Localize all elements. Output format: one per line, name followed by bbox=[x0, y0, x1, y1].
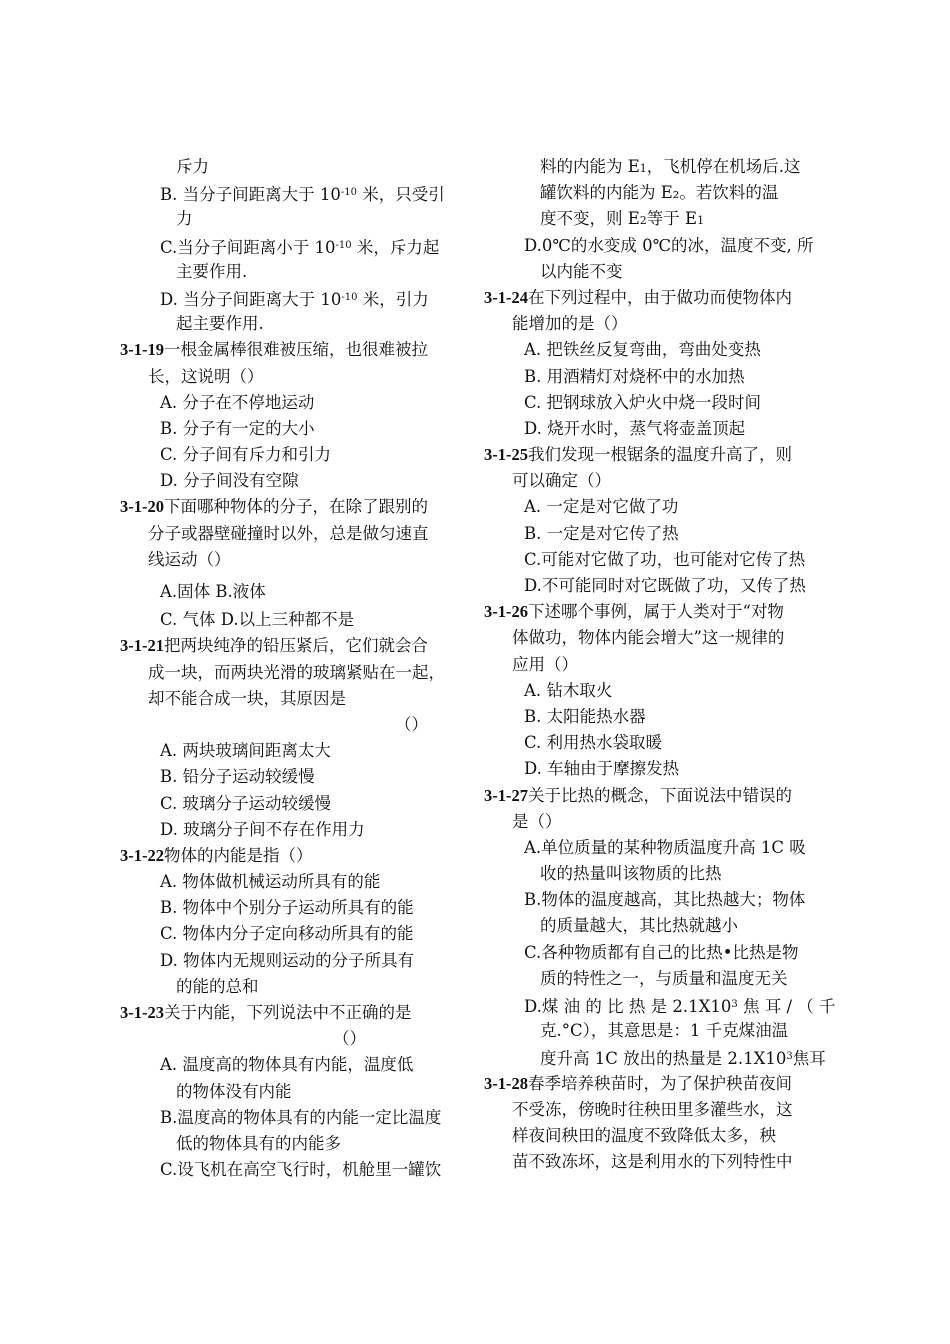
question-number: 3-1-26 bbox=[484, 602, 528, 622]
option-b: B. 铅分子运动较缓慢 bbox=[160, 767, 315, 787]
text-span: 度升高 1C 放出的热量是 2.1X10 bbox=[540, 1049, 787, 1069]
question-text: 把两块纯净的铅压紧后，它们就会合 bbox=[164, 636, 428, 656]
question-text: 下面哪种物体的分子，在除了跟别的 bbox=[164, 497, 428, 517]
question-number: 3-1-23 bbox=[120, 1003, 164, 1022]
question-number: 3-1-22 bbox=[120, 845, 164, 865]
text-line: 应用（） bbox=[512, 654, 578, 674]
text-line: 苗不致冻坏，这是利用水的下列特性中 bbox=[512, 1152, 793, 1172]
option-line bbox=[120, 233, 472, 259]
left-column bbox=[120, 154, 472, 1183]
option-d: D. 物体内无规则运动的分子所具有 bbox=[160, 950, 415, 970]
exponent: -10 bbox=[335, 239, 352, 251]
text-line: 低的物体具有的内能多 bbox=[176, 1133, 341, 1153]
subscript: 1 bbox=[639, 162, 647, 175]
text-line: 斥力 bbox=[176, 157, 209, 176]
exponent: 3 bbox=[786, 1051, 793, 1063]
text-span: D.煤 油 的 比 热 是 2.1X10 bbox=[524, 997, 732, 1016]
option-text: C.当分子间距离小于 10 bbox=[160, 237, 336, 257]
text-line: 不受冻，傍晚时往秧田里多灌些水，这 bbox=[512, 1099, 793, 1119]
option-text: 米，只受引 bbox=[356, 185, 445, 205]
question-number: 3-1-20 bbox=[120, 497, 164, 517]
option-a: A. 一定是对它做了功 bbox=[524, 497, 679, 517]
question-number: 3-1-28 bbox=[484, 1073, 528, 1093]
exponent: -10 bbox=[341, 291, 358, 303]
option-c: C. 分子间有斥力和引力 bbox=[160, 445, 332, 465]
option-cd: C. 气体 D.以上三种都不是 bbox=[160, 610, 355, 630]
option-a: A. 两块玻璃间距离太大 bbox=[160, 741, 331, 761]
text-line: 长，这说明（） bbox=[148, 366, 264, 386]
option-c: C. 把钢球放入炉火中烧一段时间 bbox=[524, 392, 762, 412]
option-line bbox=[120, 180, 472, 206]
text-span: 焦 耳 / （ 千 bbox=[737, 997, 836, 1016]
question-3-1-27 bbox=[484, 783, 830, 809]
text-line: 体做功，物体内能会增大”这一规律的 bbox=[512, 628, 785, 648]
text-line: 分子或器壁碰撞时以外，总是做匀速直 bbox=[148, 523, 429, 543]
option-a: A. 温度高的物体具有内能，温度低 bbox=[160, 1055, 414, 1075]
text-line bbox=[484, 1044, 830, 1070]
subscript: 1 bbox=[697, 214, 705, 228]
question-3-1-22 bbox=[120, 843, 472, 869]
option-c: C. 利用热水袋取暖 bbox=[524, 733, 663, 753]
option-text: B. 当分子间距离大于 10 bbox=[160, 185, 341, 205]
text-span: 等于 E bbox=[646, 209, 698, 229]
right-column bbox=[484, 154, 836, 1175]
option-d: D.0℃的水变成 0℃的冰，温度不变, 所 bbox=[524, 235, 814, 255]
text-line: 的能的总和 bbox=[176, 976, 259, 996]
option-c: C.各种物质都有自己的比热•比热是物 bbox=[524, 942, 799, 962]
question-3-1-26 bbox=[484, 599, 830, 625]
question-text: 春季培养秧苗时，为了保护秧苗夜间 bbox=[528, 1073, 792, 1093]
question-text: 关于内能，下列说法中不正确的是 bbox=[164, 1003, 412, 1022]
option-d bbox=[484, 992, 836, 1018]
option-b: B.温度高的物体具有的内能一定比温度 bbox=[160, 1107, 442, 1127]
text-line: 罐饮料的内能为 E₂。若饮料的温 bbox=[540, 183, 779, 203]
text-span: 度不变，则 E bbox=[540, 209, 640, 229]
question-3-1-25 bbox=[484, 442, 830, 468]
question-text: 一根金属棒很难被压缩，也很难被拉 bbox=[164, 340, 428, 360]
question-text: 物体的内能是指（） bbox=[164, 845, 313, 865]
option-d: D. 分子间没有空隙 bbox=[160, 471, 299, 491]
question-text: 关于比热的概念，下面说法中错误的 bbox=[528, 785, 792, 805]
question-number: 3-1-24 bbox=[484, 287, 528, 307]
text-line bbox=[484, 206, 830, 232]
option-a: A. 把铁丝反复弯曲，弯曲处变热 bbox=[524, 340, 761, 360]
option-d: D. 烧开水时，蒸气将壶盖顶起 bbox=[524, 418, 746, 438]
subscript: 2 bbox=[639, 214, 647, 228]
option-a: A.单位质量的某种物质温度升高 1C 吸 bbox=[524, 837, 806, 857]
text-line: 收的热量叫该物质的比热 bbox=[540, 864, 722, 884]
option-line bbox=[120, 285, 472, 311]
text-line: 是（） bbox=[512, 811, 562, 831]
question-3-1-24 bbox=[484, 285, 830, 311]
text-line: 质的特性之一，与质量和温度无关 bbox=[540, 968, 788, 988]
question-3-1-28 bbox=[484, 1071, 830, 1097]
question-3-1-21 bbox=[120, 633, 472, 659]
text-span: 焦耳 bbox=[792, 1049, 826, 1069]
option-d: D. 玻璃分子间不存在作用力 bbox=[160, 819, 365, 839]
text-line: 线运动（） bbox=[148, 549, 231, 569]
question-text: 在下列过程中，由于做功而使物体内 bbox=[528, 287, 792, 307]
text-line bbox=[484, 154, 830, 180]
text-span: 料的内能为 E bbox=[540, 157, 640, 176]
option-text: 米，斥力起 bbox=[351, 237, 440, 257]
text-line: 成一块，而两块光滑的玻璃紧贴在一起， bbox=[148, 662, 445, 682]
option-d: D.不可能同时对它既做了功，又传了热 bbox=[524, 576, 806, 595]
text-line: 的物体没有内能 bbox=[176, 1081, 292, 1101]
text-line: 起主要作用. bbox=[176, 314, 264, 334]
text-line: 克.°C），其意思是：1 千克煤油温 bbox=[540, 1021, 789, 1041]
option-c: C.设飞机在高空飞行时，机舱里一罐饮 bbox=[160, 1160, 442, 1180]
question-text: 下述哪个事例，属于人类对于“对物 bbox=[528, 602, 784, 622]
text-line: 以内能不变 bbox=[540, 261, 623, 281]
option-a: A. 分子在不停地运动 bbox=[160, 392, 315, 412]
text-line: 主要作用. bbox=[176, 261, 248, 281]
text-line: 可以确定（） bbox=[512, 471, 611, 491]
text-line: 能增加的是（） bbox=[512, 314, 628, 334]
option-ab: A.固体 B.液体 bbox=[160, 582, 266, 601]
question-3-1-19 bbox=[120, 337, 472, 363]
exponent: 3 bbox=[731, 999, 738, 1010]
option-c: C. 玻璃分子运动较缓慢 bbox=[160, 793, 332, 813]
option-b: B. 分子有一定的大小 bbox=[160, 418, 315, 438]
option-d: D. 车轴由于摩擦发热 bbox=[524, 759, 680, 779]
question-number: 3-1-19 bbox=[120, 340, 164, 360]
text-line: 的质量越大，其比热就越小 bbox=[540, 916, 738, 936]
option-c: C. 物体内分子定向移动所具有的能 bbox=[160, 924, 414, 944]
question-number: 3-1-21 bbox=[120, 636, 164, 656]
text-line: 却不能合成一块，其原因是 bbox=[148, 688, 346, 708]
option-b: B. 用酒精灯对烧杯中的水加热 bbox=[524, 366, 745, 386]
option-a: A. 钻木取火 bbox=[524, 680, 613, 700]
answer-paren: （） bbox=[395, 714, 428, 734]
text-line: 样夜间秧田的温度不致降低太多，秧 bbox=[512, 1125, 776, 1145]
option-text: 米，引力 bbox=[357, 289, 429, 309]
question-3-1-20 bbox=[120, 494, 472, 520]
question-3-1-23 bbox=[120, 1000, 472, 1026]
option-b: B. 一定是对它传了热 bbox=[524, 523, 679, 543]
option-b: B.物体的温度越高，其比热越大；物体 bbox=[524, 890, 806, 910]
option-text: D. 当分子间距离大于 10 bbox=[160, 289, 342, 309]
text-span: ，飞机停在机场后.这 bbox=[646, 157, 801, 176]
question-number: 3-1-25 bbox=[484, 445, 528, 465]
answer-paren: （） bbox=[333, 1029, 366, 1049]
question-text: 我们发现一根锯条的温度升高了，则 bbox=[528, 445, 792, 465]
option-b: B. 物体中个别分子运动所具有的能 bbox=[160, 898, 414, 918]
option-c: C.可能对它做了功，也可能对它传了热 bbox=[524, 549, 806, 569]
exponent: -10 bbox=[340, 187, 357, 199]
option-a: A. 物体做机械运动所具有的能 bbox=[160, 872, 381, 892]
question-number: 3-1-27 bbox=[484, 785, 528, 805]
text-line: 力 bbox=[176, 209, 193, 229]
option-b: B. 太阳能热水器 bbox=[524, 706, 646, 726]
